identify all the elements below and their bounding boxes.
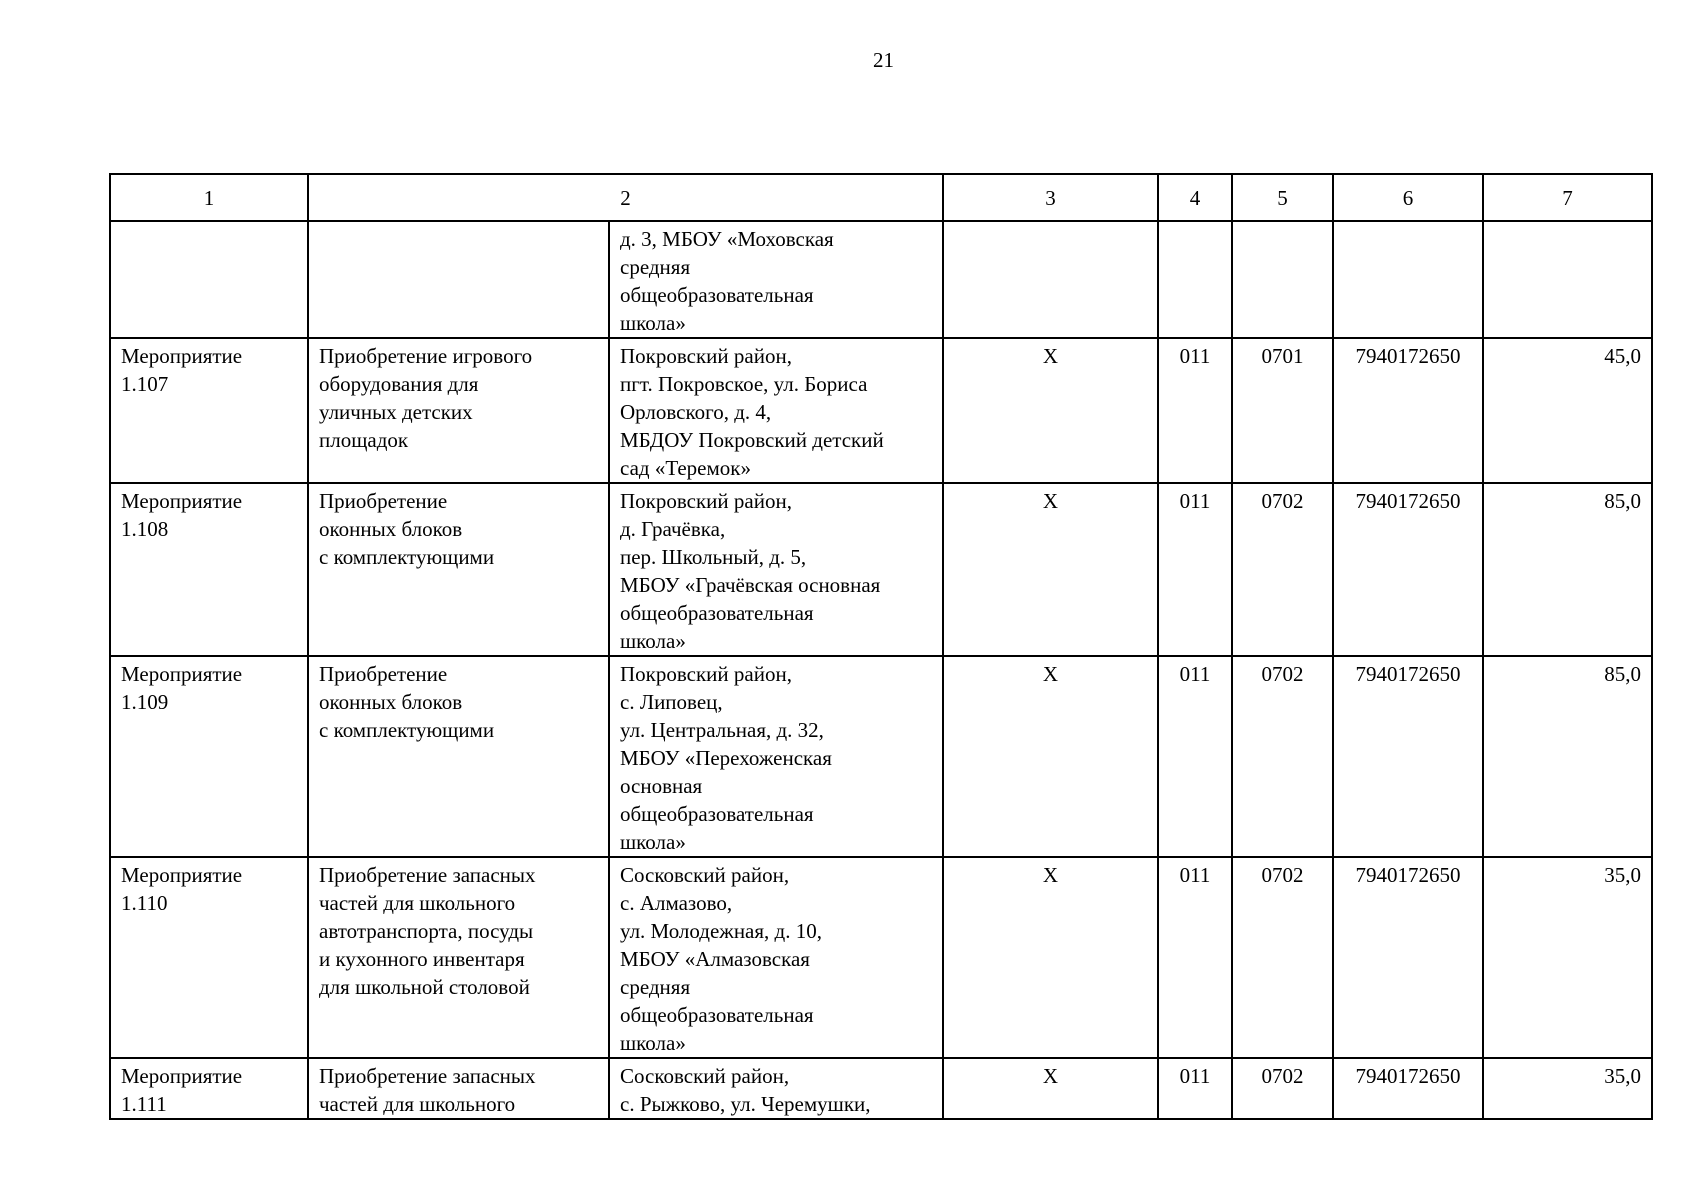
header-col-2: 2 <box>308 174 943 221</box>
address-line: д. Грачёвка, <box>620 517 726 541</box>
address-line: Орловского, д. 4, <box>620 400 772 424</box>
address-line: общеобразовательная <box>620 283 814 307</box>
name-line: Приобретение игрового <box>319 344 533 368</box>
cell-col7: 35,0 <box>1483 1058 1652 1119</box>
cell-col6: 7940172650 <box>1333 857 1483 1058</box>
address-line: школа» <box>620 830 686 854</box>
cell-col7: 45,0 <box>1483 338 1652 483</box>
cell-address <box>609 338 943 483</box>
name-line: оконных блоков <box>319 690 463 714</box>
header-col-3: 3 <box>943 174 1158 221</box>
cell-address <box>609 857 943 1058</box>
label-line: Мероприятие <box>121 1064 243 1088</box>
cell-col5: 0702 <box>1232 1058 1333 1119</box>
name-line: с комплектующими <box>319 545 495 569</box>
page-number: 21 <box>873 48 894 72</box>
cell-col3: Х <box>943 656 1158 857</box>
cell-label <box>110 1058 308 1119</box>
cell-col3: Х <box>943 857 1158 1058</box>
cell-label <box>110 483 308 656</box>
address-line: Покровский район, <box>620 662 792 686</box>
label-line: Мероприятие <box>121 662 243 686</box>
cell-label <box>110 338 308 483</box>
cell-col5 <box>1232 221 1333 338</box>
address-line: с. Рыжково, ул. Черемушки, <box>620 1092 871 1116</box>
name-line: с комплектующими <box>319 718 495 742</box>
cell-col6: 7940172650 <box>1333 1058 1483 1119</box>
address-line: МБДОУ Покровский детский <box>620 428 884 452</box>
cell-col5: 0701 <box>1232 338 1333 483</box>
header-col-4: 4 <box>1158 174 1232 221</box>
cell-name <box>308 656 609 857</box>
name-line: Приобретение запасных <box>319 863 536 887</box>
cell-col4 <box>1158 221 1232 338</box>
header-col-5: 5 <box>1232 174 1333 221</box>
cell-col4: 011 <box>1158 1058 1232 1119</box>
name-line: уличных детских <box>319 400 473 424</box>
cell-address <box>609 221 943 338</box>
name-line: оборудования для <box>319 372 479 396</box>
table-row <box>110 1058 1652 1119</box>
cell-col3: Х <box>943 1058 1158 1119</box>
measures-table <box>109 173 1653 1120</box>
cell-address <box>609 1058 943 1119</box>
cell-col5: 0702 <box>1232 857 1333 1058</box>
cell-col7: 85,0 <box>1483 483 1652 656</box>
table-row <box>110 656 1652 857</box>
cell-col7: 35,0 <box>1483 857 1652 1058</box>
cell-label <box>110 857 308 1058</box>
cell-col3: Х <box>943 483 1158 656</box>
address-line: МБОУ «Перехоженская <box>620 746 832 770</box>
address-line: общеобразовательная <box>620 802 814 826</box>
label-line: Мероприятие <box>121 489 243 513</box>
label-line: Мероприятие <box>121 344 243 368</box>
header-row <box>110 174 1652 221</box>
cell-col4: 011 <box>1158 338 1232 483</box>
address-line: пгт. Покровское, ул. Бориса <box>620 372 868 396</box>
cell-label <box>110 221 308 338</box>
address-line: основная <box>620 774 703 798</box>
address-line: д. 3, МБОУ «Моховская <box>620 227 834 251</box>
address-line: Покровский район, <box>620 344 792 368</box>
label-line: 1.107 <box>121 372 169 396</box>
cell-col3: Х <box>943 338 1158 483</box>
label-line: 1.111 <box>121 1092 167 1116</box>
cell-name <box>308 857 609 1058</box>
continuation-row <box>110 221 1652 338</box>
cell-col6: 7940172650 <box>1333 656 1483 857</box>
address-line: МБОУ «Алмазовская <box>620 947 810 971</box>
address-line: с. Липовец, <box>620 690 723 714</box>
cell-col3 <box>943 221 1158 338</box>
address-line: пер. Школьный, д. 5, <box>620 545 807 569</box>
cell-col4: 011 <box>1158 483 1232 656</box>
address-line: МБОУ «Грачёвская основная <box>620 573 881 597</box>
label-line: 1.109 <box>121 690 169 714</box>
header-col-1: 1 <box>110 174 308 221</box>
cell-col5: 0702 <box>1232 483 1333 656</box>
address-line: Сосковский район, <box>620 863 790 887</box>
cell-name <box>308 483 609 656</box>
table-row <box>110 483 1652 656</box>
address-line: общеобразовательная <box>620 601 814 625</box>
cell-col6: 7940172650 <box>1333 483 1483 656</box>
name-line: и кухонного инвентаря <box>319 947 525 971</box>
name-line: частей для школьного <box>319 1092 516 1116</box>
address-line: с. Алмазово, <box>620 891 733 915</box>
cell-col7 <box>1483 221 1652 338</box>
address-line: школа» <box>620 629 686 653</box>
table-row <box>110 338 1652 483</box>
name-line: Приобретение <box>319 662 448 686</box>
name-line: частей для школьного <box>319 891 516 915</box>
label-line: 1.110 <box>121 891 168 915</box>
name-line: Приобретение запасных <box>319 1064 536 1088</box>
cell-col6 <box>1333 221 1483 338</box>
cell-col6: 7940172650 <box>1333 338 1483 483</box>
address-line: Сосковский район, <box>620 1064 790 1088</box>
cell-name <box>308 1058 609 1119</box>
name-line: площадок <box>319 428 409 452</box>
cell-col5: 0702 <box>1232 656 1333 857</box>
address-line: сад «Теремок» <box>620 456 751 480</box>
cell-label <box>110 656 308 857</box>
address-line: средняя <box>620 255 691 279</box>
cell-name <box>308 221 609 338</box>
cell-name <box>308 338 609 483</box>
address-line: Покровский район, <box>620 489 792 513</box>
header-col-7: 7 <box>1483 174 1652 221</box>
name-line: автотранспорта, посуды <box>319 919 534 943</box>
name-line: оконных блоков <box>319 517 463 541</box>
cell-col7: 85,0 <box>1483 656 1652 857</box>
address-line: школа» <box>620 311 686 335</box>
name-line: для школьной столовой <box>319 975 530 999</box>
label-line: 1.108 <box>121 517 169 541</box>
address-line: ул. Молодежная, д. 10, <box>620 919 822 943</box>
address-line: ул. Центральная, д. 32, <box>620 718 824 742</box>
cell-col4: 011 <box>1158 857 1232 1058</box>
table-row <box>110 857 1652 1058</box>
address-line: общеобразовательная <box>620 1003 814 1027</box>
cell-address <box>609 483 943 656</box>
cell-address <box>609 656 943 857</box>
name-line: Приобретение <box>319 489 448 513</box>
cell-col4: 011 <box>1158 656 1232 857</box>
label-line: Мероприятие <box>121 863 243 887</box>
address-line: средняя <box>620 975 691 999</box>
address-line: школа» <box>620 1031 686 1055</box>
header-col-6: 6 <box>1333 174 1483 221</box>
